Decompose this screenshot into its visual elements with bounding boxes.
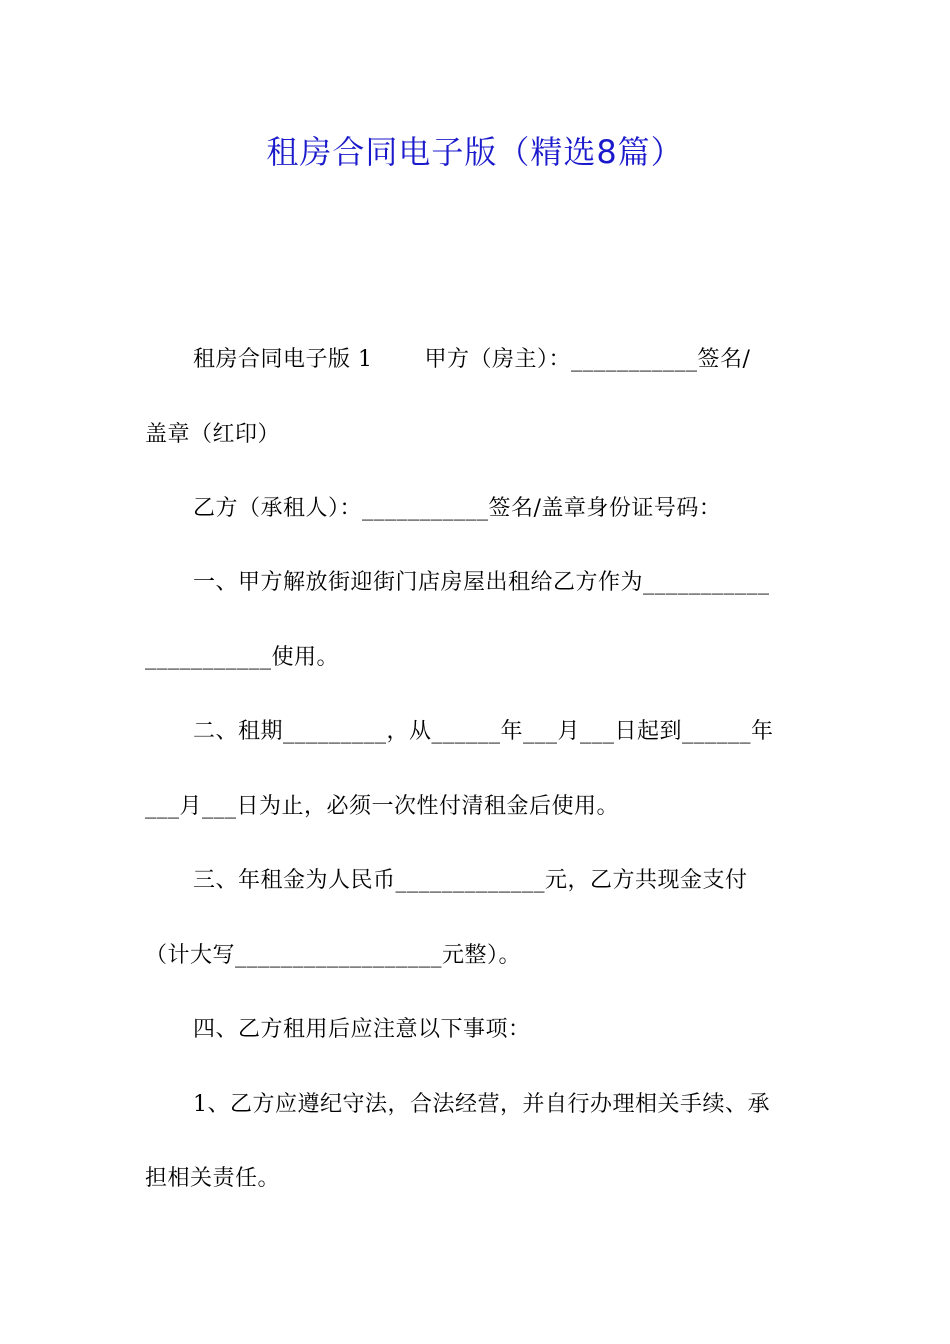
paragraph-line: ___月___日为止，必须一次性付清租金后使用。 — [145, 794, 620, 819]
paragraph-line: 三、年租金为人民币_____________元，乙方共现金支付 — [193, 868, 748, 893]
document-title: 租房合同电子版（精选8篇） — [266, 133, 684, 171]
paragraph-line: 盖章（红印） — [145, 422, 281, 447]
paragraph-line — [193, 345, 807, 375]
paragraph-line: 乙方（承租人）：___________签名/盖章身份证号码： — [193, 496, 722, 521]
paragraph-line: 1、乙方应遵纪守法，合法经营，并自行办理相关手续、承 — [193, 1092, 770, 1117]
paragraph-line: ___________使用。 — [145, 645, 340, 670]
party-a-line: 甲方（房主）：___________签名/ — [424, 347, 751, 372]
paragraph-line: （计大写__________________元整）。 — [145, 943, 522, 968]
paragraph-line: 四、乙方租用后应注意以下事项： — [193, 1017, 531, 1042]
contract-heading: 租房合同电子版 1 — [193, 347, 373, 372]
paragraph-line: 二、租期_________，从______年___月___日起到______年 — [193, 719, 774, 744]
paragraph-line: 担相关责任。 — [145, 1166, 281, 1191]
paragraph-line: 一、甲方解放街迎街门店房屋出租给乙方作为___________ — [193, 570, 770, 595]
